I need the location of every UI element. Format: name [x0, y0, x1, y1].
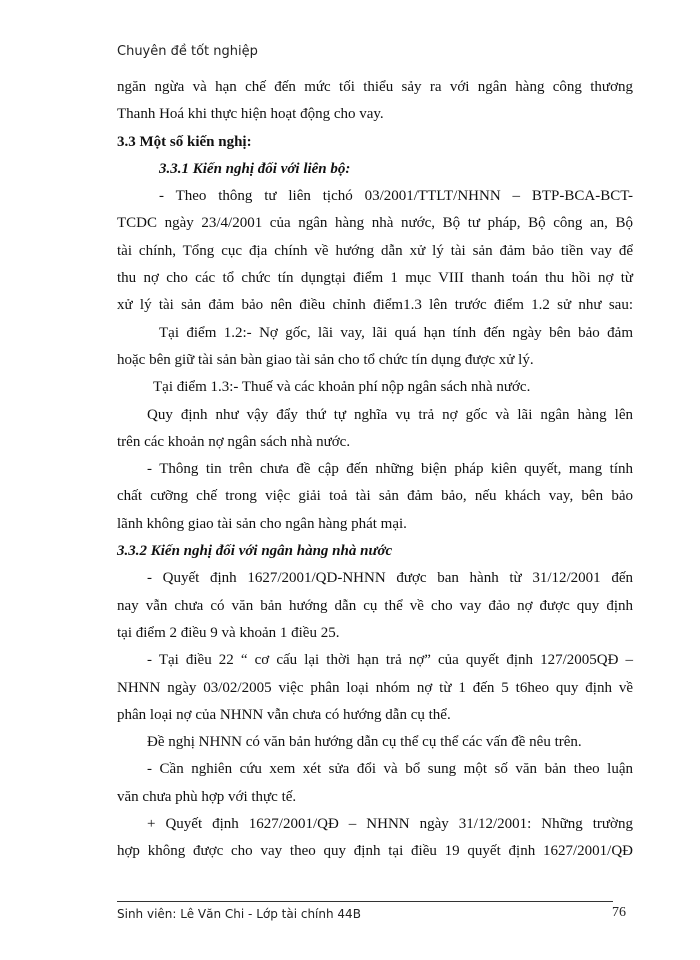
- body-line: văn chưa phù hợp với thực tế.: [117, 788, 297, 805]
- body-line: Thanh Hoá khi thực hiện hoạt động cho vay.: [117, 106, 384, 123]
- body-line: phân loại nợ của NHNN vẫn chưa có hướng dẫn cụ thể.: [117, 706, 451, 723]
- body-line: Quy định như vậy đẩy thứ tự nghĩa vụ trả nợ gốc và lãi ngân hàng lên: [147, 406, 633, 423]
- body-line: chất cưỡng chế trong việc giải toả tài sản đảm bảo, nếu khách vay, bên bảo: [117, 488, 633, 505]
- body-line: hợp không được cho vay theo quy định tại điều 19 quyết định 1627/2001/QĐ: [117, 843, 633, 860]
- body-line: Đề nghị NHNN có văn bản hướng dẫn cụ thể cụ thể các vấn đề nêu trên.: [147, 734, 582, 751]
- page-body: [117, 74, 633, 866]
- footer-author: Sinh viên: Lê Văn Chi - Lớp tài chính 44B: [117, 907, 361, 921]
- footer-divider: [117, 901, 613, 902]
- subsection-heading: 3.3.1 Kiến nghị đối với liên bộ:: [159, 160, 351, 177]
- subsection-heading: 3.3.2 Kiến nghị đối với ngân hàng nhà nước: [117, 543, 393, 560]
- body-line: tài chính, Tổng cục địa chính về hướng dẫn xử lý tài sản đảm bảo tiền vay để: [117, 242, 633, 259]
- body-line: - Theo thông tư liên tịchó 03/2001/TTLT/NHNN – BTP-BCA-BCT-: [159, 188, 633, 205]
- body-line: nay vẫn chưa có văn bản hướng dẫn cụ thể về cho vay đảo nợ được quy định: [117, 597, 633, 614]
- body-line: tại điểm 2 điều 9 và khoản 1 điều 25.: [117, 624, 340, 641]
- body-line: - Tại điều 22 “ cơ cấu lại thời hạn trả nợ” của quyết định 127/2005QĐ –: [147, 652, 633, 669]
- body-line: xử lý tài sản đảm bảo nên điều chỉnh điểm1.3 lên trước điểm 1.2 sử như sau:: [117, 297, 633, 314]
- body-line: NHNN ngày 03/02/2005 việc phân loại nhóm nợ từ 1 đến 5 t6heo quy định về: [117, 679, 633, 696]
- body-line: thu nợ cho các tổ chức tín dụngtại điểm 1 mục VIII thanh toán thu hồi nợ từ: [117, 270, 633, 287]
- body-line: - Cần nghiên cứu xem xét sửa đổi và bổ sung một số văn bản theo luận: [147, 761, 633, 778]
- body-line: + Quyết định 1627/2001/QĐ – NHNN ngày 31/12/2001: Những trường: [147, 816, 633, 833]
- body-line: TCDC ngày 23/4/2001 của ngân hàng nhà nước, Bộ tư pháp, Bộ công an, Bộ: [117, 215, 633, 232]
- body-line: Tại điểm 1.3:- Thuế và các khoản phí nộp ngân sách nhà nước.: [153, 379, 531, 396]
- body-line: - Thông tin trên chưa đề cập đến những biện pháp kiên quyết, mang tính: [147, 461, 633, 478]
- body-line: - Quyết định 1627/2001/QD-NHNN được ban hành từ 31/12/2001 đến: [147, 570, 633, 587]
- body-line: lãnh không giao tài sản cho ngân hàng phát mại.: [117, 515, 407, 532]
- body-line: hoặc bên giữ tài sản bàn giao tài sản cho tổ chức tín dụng được xử lý.: [117, 351, 534, 368]
- body-line: ngăn ngừa và hạn chế đến mức tối thiểu sảy ra với ngân hàng công thương: [117, 79, 633, 95]
- body-line: trên các khoản nợ ngân sách nhà nước.: [117, 433, 351, 450]
- page-number: 76: [612, 905, 626, 920]
- body-line: Tại điểm 1.2:- Nợ gốc, lãi vay, lãi quá hạn tính đến ngày bên bảo đảm: [159, 324, 633, 341]
- running-header: Chuyên đề tốt nghiệp: [117, 44, 258, 59]
- section-heading: 3.3 Một số kiến nghị:: [117, 133, 252, 150]
